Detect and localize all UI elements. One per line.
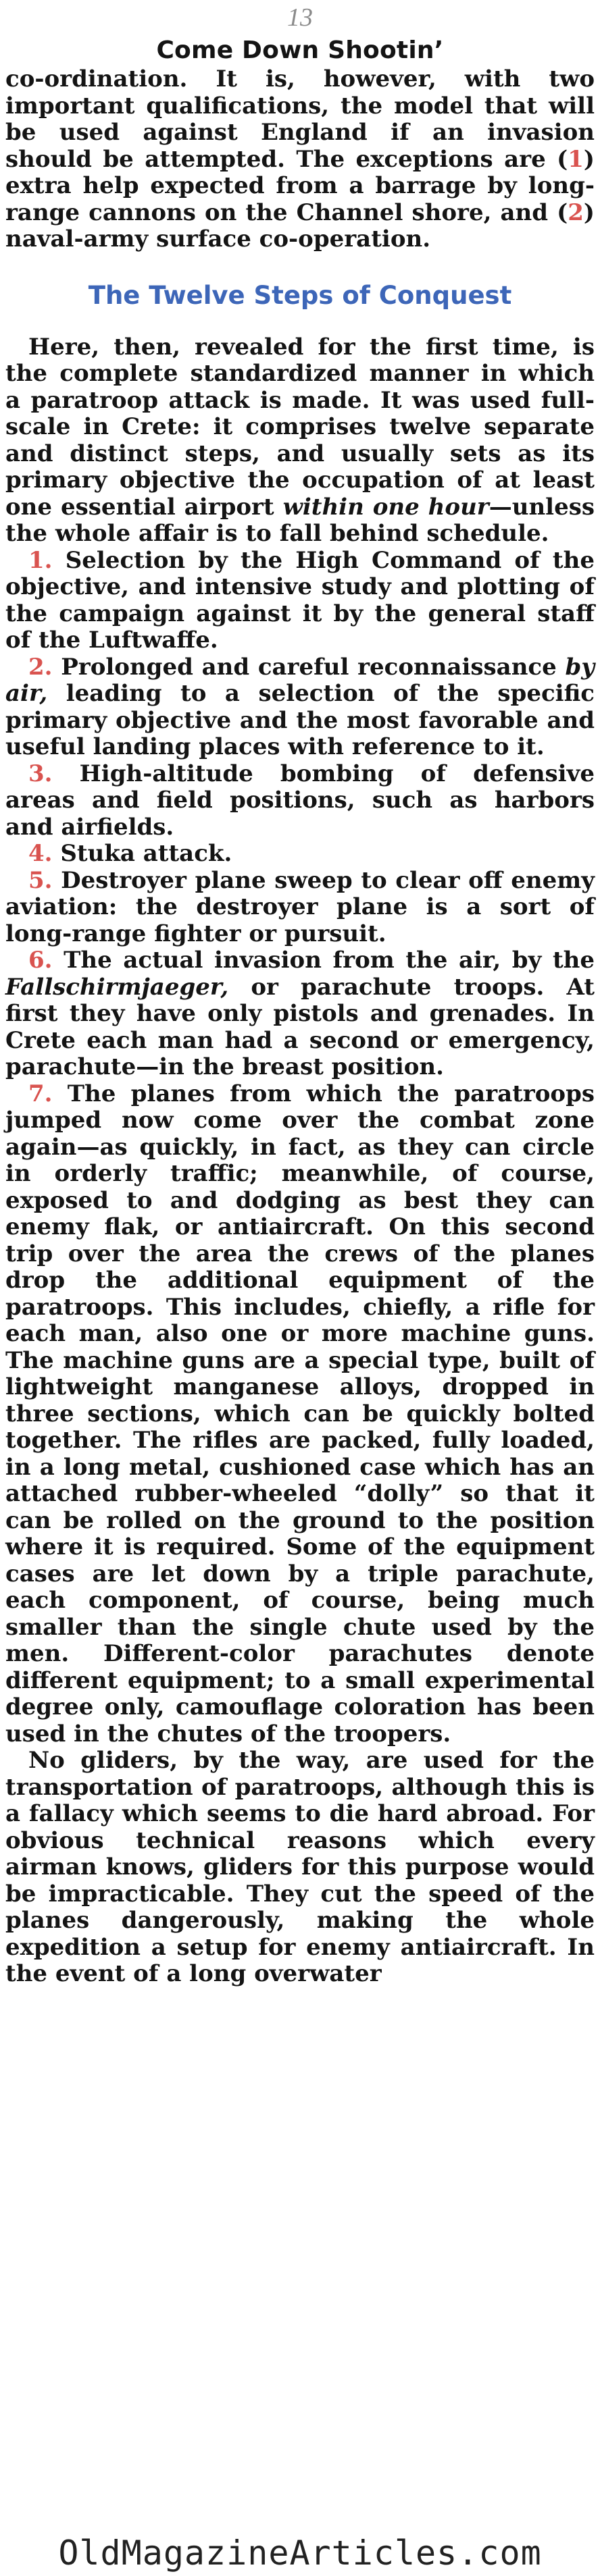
step-7 bbox=[5, 1081, 595, 1748]
step-text: or parachute troops. At first they have only pistols and grenades. In Crete each man had a second or emergency, parachute—in the breast position. bbox=[5, 973, 595, 1080]
lead-text-a: Here, then, revealed for the first time, is the complete standardized manner in which a paratroop attack is made. It was used full-scale in Crete: it comprises twelve separate and distinct steps, and usually sets as its primary objective the occupation of at least one essential airport bbox=[5, 333, 595, 521]
site-watermark: OldMagazineArticles.com bbox=[0, 2531, 600, 2576]
step-text: Prolonged and careful reconnaissance bbox=[52, 653, 566, 681]
running-head: Come Down Shootin’ bbox=[156, 36, 444, 64]
intro-text-a: co-ordination. It is, however, with two important qualifications, the model that will be used against England if an invasion should be attempted. The exceptions are ( bbox=[5, 65, 595, 173]
step-number: 7. bbox=[28, 1080, 53, 1107]
intro-number-1: 1 bbox=[568, 145, 584, 173]
step-number: 4. bbox=[28, 840, 53, 867]
step-number: 2. bbox=[28, 653, 53, 681]
step-1 bbox=[5, 548, 595, 654]
step-number: 6. bbox=[28, 947, 53, 974]
step-4 bbox=[5, 841, 595, 868]
step-2 bbox=[5, 654, 595, 761]
step-text: High-altitude bombing of defensive areas and field positions, such as harbors and airfields. bbox=[5, 760, 595, 841]
intro-number-2: 2 bbox=[568, 199, 584, 226]
lead-emphasis: within one hour bbox=[282, 493, 489, 521]
step-text: Stuka attack. bbox=[52, 840, 232, 867]
step-3 bbox=[5, 761, 595, 841]
article-page bbox=[5, 0, 595, 1988]
intro-paragraph bbox=[5, 66, 595, 253]
page-number: 13 bbox=[287, 3, 313, 32]
step-emphasis: by air, bbox=[5, 653, 595, 707]
section-heading: The Twelve Steps of Conquest bbox=[88, 280, 512, 310]
step-number: 5. bbox=[28, 866, 53, 894]
step-emphasis: Fallschirmjaeger, bbox=[5, 973, 229, 1001]
step-number: 1. bbox=[28, 546, 53, 574]
step-text: Selection by the High Command of the objective, and intensive study and plotting of the campaign against it by the general staff of the Luftwaffe. bbox=[5, 546, 595, 654]
step-text: Destroyer plane sweep to clear off enemy aviation: the destroyer plane is a sort of long-range fighter or pursuit. bbox=[5, 866, 595, 947]
step-text: The planes from which the paratroops jumped now come over the combat zone again—as quickly, in fact, as they can circle in orderly traffic; meanwhile, of course, exposed to and dodging as best they can enemy flak, or antiaircraft. On this second trip over the area the crews of the planes drop the additional equipment of the paratroops. This includes, chiefly, a rifle for each man, also one or more machine guns. The machine guns are a special type, built of lightweight manganese alloys, dropped in three sections, which can be quickly bolted together. The rifles are packed, fully loaded, in a long metal, cushioned case which has an attached rubber-wheeled “dolly” so that it can be rolled on the ground to the position where it is required. Some of the equipment cases are let down by a triple parachute, each component, of course, being much smaller than the single chute used by the men. Different-color parachutes denote different equipment; to a small experimental degree only, camouflage coloration has been used in the chutes of the troopers. bbox=[5, 1080, 595, 1747]
step-6 bbox=[5, 947, 595, 1081]
step-5 bbox=[5, 868, 595, 948]
intro-text-c: ) naval-army surface co-operation. bbox=[5, 199, 595, 253]
step-text: The actual invasion from the air, by the bbox=[52, 947, 595, 974]
intro-text-b: ) extra help expected from a barrage by long-range cannons on the Channel shore, and ( bbox=[5, 145, 595, 226]
closing-paragraph: No gliders, by the way, are used for the transportation of paratroops, although this is a fallacy which seems to die hard abroad. For obvious technical reasons which every airman knows, gliders for this purpose would be impracticable. They cut the speed of the planes dangerously, making the whole expedition a setup for enemy antiaircraft. In the event of a long overwater bbox=[5, 1747, 595, 1987]
step-number: 3. bbox=[28, 760, 53, 787]
lead-text-b: —unless the whole affair is to fall behind schedule. bbox=[5, 493, 595, 547]
lead-paragraph bbox=[5, 334, 595, 548]
step-text: leading to a selection of the specific primary objective and the most favorable and useful landing places with reference to it. bbox=[5, 680, 595, 760]
